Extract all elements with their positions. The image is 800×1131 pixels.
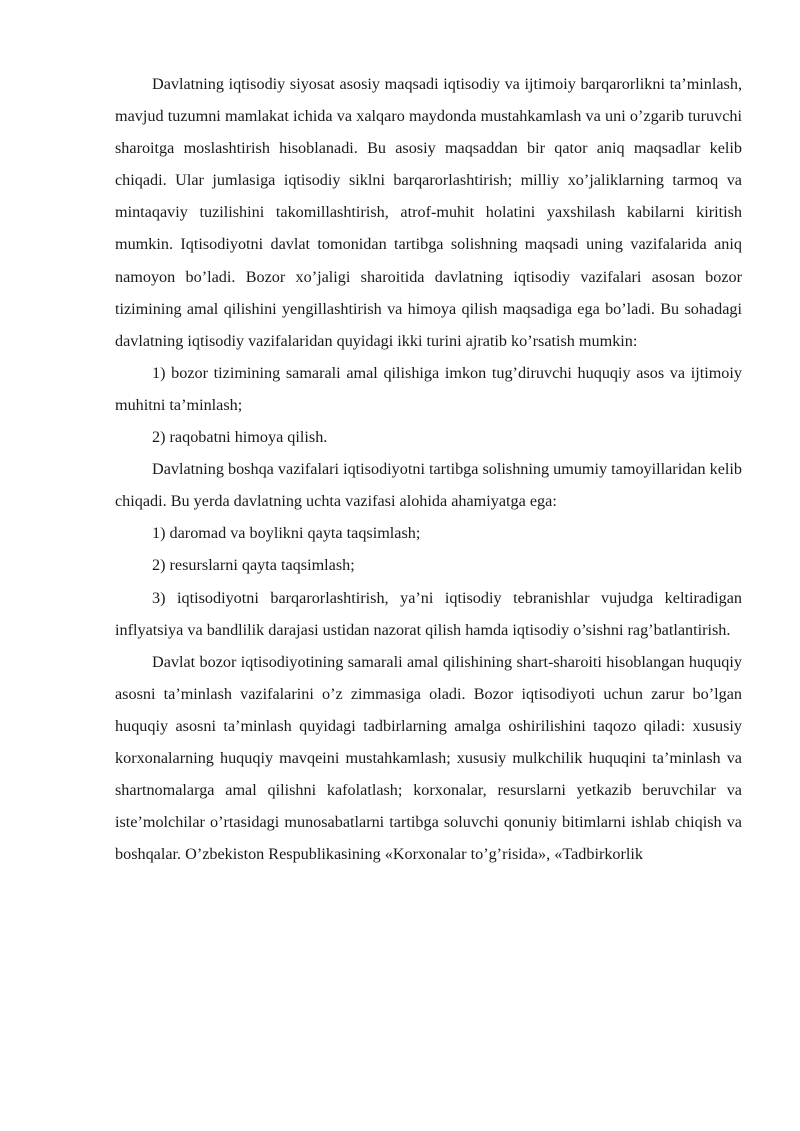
list-item-legal-basis: 1) bozor tizimining samarali amal qilishiga imkon tug’diruvchi huquqiy asos va ijtimoiy muhitni ta’minlash; xyxy=(115,363,742,414)
list-item-income-redistribution: 1) daromad va boylikni qayta taqsimlash; xyxy=(152,524,421,543)
paragraph-legal-foundation: Davlat bozor iqtisodiyotining samarali amal qilishining shart-sharoiti hisoblangan huquqiy asosni ta’minlash vazifalarini o’z zimmasiga oladi. Bozor iqtisodiyoti uchun zarur bo’lgan huquqiy asosni ta’minlash quyidagi tadbirlarning amalga oshirilishini taqozo qiladi: xususiy korxonalarning huquqiy mavqeini mustahkamlash; xususiy mulkchilik huquqini ta’minlash va shartnomalarga amal qilishni kafolatlash; korxonalar, resurslarni yetkazib beruvchilar va iste’molchilar o’rtasidagi munosabatlarni tartibga soluvchi qonuniy bitimlarni ishlab chiqish va boshqalar. O’zbekiston Respublikasining «Korxonalar to’g’risida», «Tadbirkorlik xyxy=(115,652,742,864)
document-page xyxy=(115,68,742,870)
list-item-stabilization: 3) iqtisodiyotni barqarorlashtirish, ya’ni iqtisodiy tebranishlar vujudga keltiradigan inflyatsiya va bandlilik darajasi ustidan nazorat qilish hamda iqtisodiy o’sishni rag’batlantirish. xyxy=(115,588,742,639)
list-item-resource-redistribution: 2) resurslarni qayta taqsimlash; xyxy=(152,556,355,575)
paragraph-economic-policy-goal: Davlatning iqtisodiy siyosat asosiy maqsadi iqtisodiy va ijtimoiy barqarorlikni ta’minlash, mavjud tuzumni mamlakat ichida va xalqaro maydonda mustahkamlash va uni o’zgarib turuvchi sharoitga moslashtirish hisoblanadi. Bu asosiy maqsaddan bir qator aniq maqsadlar kelib chiqadi. Ular jumlasiga iqtisodiy siklni barqarorlashtirish; milliy xo’jaliklarning tarmoq va mintaqaviy tuzilishini takomillashtirish, atrof-muhit holatini yaxshilash kabilarni kiritish mumkin. Iqtisodiyotni davlat tomonidan tartibga solishning maqsadi uning vazifalarida aniq namoyon bo’ladi. Bozor xo’jaligi sharoitida davlatning iqtisodiy vazifalari asosan bozor tizimining amal qilishini yengillashtirish va himoya qilish maqsadiga ega bo’ladi. Bu sohadagi davlatning iqtisodiy vazifalaridan quyidagi ikki turini ajratib ko’rsatish mumkin: xyxy=(115,75,742,350)
paragraph-other-functions: Davlatning boshqa vazifalari iqtisodiyotni tartibga solishning umumiy tamoyillaridan kelib chiqadi. Bu yerda davlatning uchta vazifasi alohida ahamiyatga ega: xyxy=(115,460,742,511)
list-item-protect-competition: 2) raqobatni himoya qilish. xyxy=(152,428,328,447)
